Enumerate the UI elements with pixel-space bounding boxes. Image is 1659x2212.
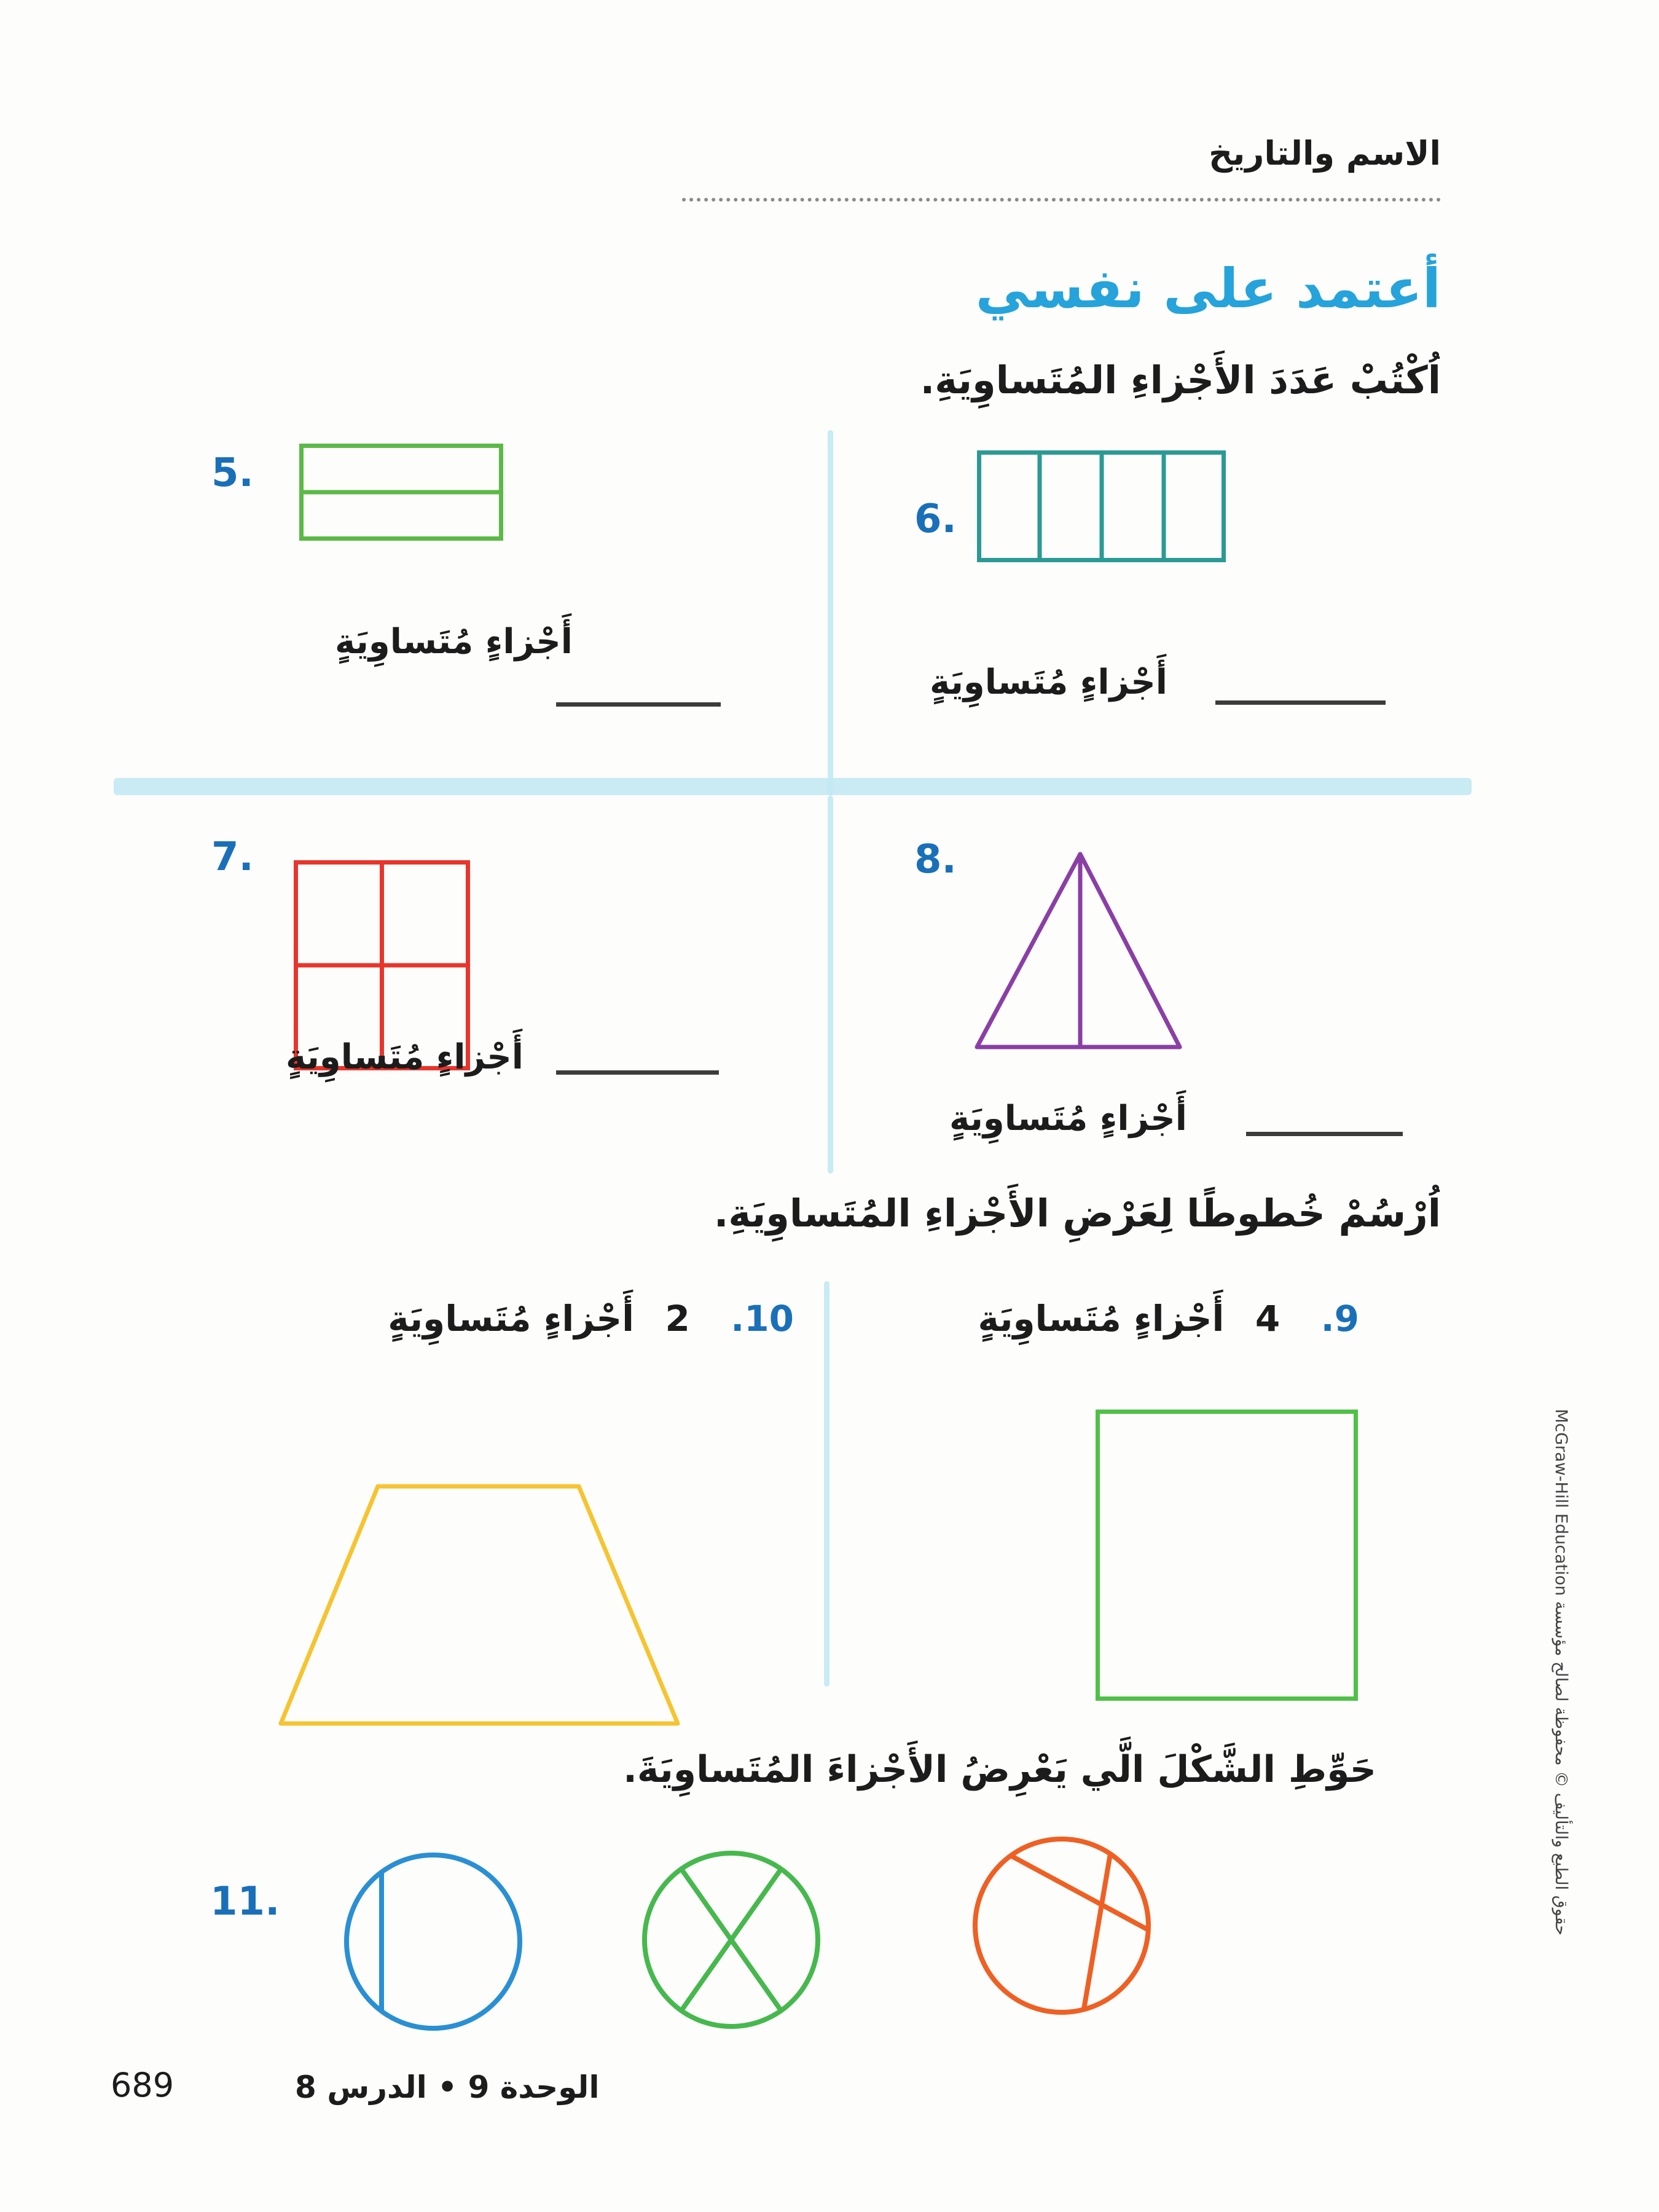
problem11-choice-circle-x-parts[interactable] — [639, 1848, 823, 2032]
problem9-parts-count: 4 — [1255, 1298, 1281, 1339]
divider-vertical-row3 — [824, 1281, 830, 1687]
problem6-number: 6. — [914, 496, 957, 542]
problem9-number: 9. — [1320, 1298, 1359, 1339]
divider-vertical-row2 — [828, 796, 833, 1174]
problem10-caption — [388, 1298, 794, 1339]
divider-vertical-row1 — [828, 430, 833, 796]
problem11-choice-circle-halves[interactable] — [341, 1849, 525, 2034]
problem8-shape-triangle-2-parts — [972, 849, 1185, 1052]
page-number: 689 — [111, 2066, 175, 2104]
problem9-equal-parts-label: أَجْزاءٍ مُتَساوِيَةٍ — [978, 1298, 1225, 1339]
problem5-number: 5. — [211, 450, 254, 496]
problem6-equal-parts-label: أَجْزاءٍ مُتَساوِيَةٍ — [929, 662, 1167, 702]
problem6-answer-line[interactable] — [1215, 700, 1386, 705]
instruction-write-count: اُكْتُبْ عَدَدَ الأَجْزاءِ المُتَساوِيَةِ. — [920, 358, 1441, 402]
page-title: أعتمد على نفسي — [975, 257, 1441, 320]
problem10-equal-parts-label: أَجْزاءٍ مُتَساوِيَةٍ — [388, 1298, 635, 1339]
problem9-shape-square-empty[interactable] — [1096, 1410, 1358, 1701]
problem8-equal-parts-label: أَجْزاءٍ مُتَساوِيَةٍ — [949, 1099, 1187, 1139]
divider-horizontal — [114, 778, 1472, 795]
problem8-answer-line[interactable] — [1246, 1132, 1403, 1136]
problem8-number: 8. — [914, 837, 957, 882]
instruction-circle-shape: حَوِّطِ الشَّكْلَ الَّي يَعْرِضُ الأَجْزاءَ المُتَساوِيَةَ. — [623, 1748, 1376, 1791]
copyright-sidebar: حقوق الطبع والتأليف © محفوظة لصالح مؤسسة McGraw-Hill Education — [1551, 1408, 1571, 1936]
problem5-equal-parts-label: أَجْزاءٍ مُتَساوِيَةٍ — [334, 622, 573, 662]
problem7-answer-line[interactable] — [556, 1070, 719, 1075]
problem10-number: 10. — [731, 1298, 794, 1339]
problem7-equal-parts-label: أَجْزاءٍ مُتَساوِيَةٍ — [285, 1037, 524, 1077]
problem10-shape-trapezoid-empty[interactable] — [276, 1482, 682, 1728]
instruction-draw-lines: اُرْسُمْ خُطوطًا لِعَرْضِ الأَجْزاءِ المُتَساوِيَةِ. — [713, 1191, 1441, 1236]
problem6-shape-rectangle-4-parts — [977, 450, 1226, 562]
problem10-parts-count: 2 — [665, 1298, 690, 1339]
problem11-choice-circle-unequal-chords[interactable] — [970, 1834, 1154, 2018]
problem9-caption — [978, 1298, 1359, 1339]
problem5-answer-line[interactable] — [556, 702, 721, 707]
problem7-number: 7. — [211, 834, 254, 880]
problem5-shape-rectangle-2-parts — [299, 444, 503, 541]
problem11-number: 11. — [210, 1879, 280, 1924]
name-date-write-line[interactable] — [682, 198, 1441, 202]
footer-lesson-reference: الوحدة 9 • الدرس 8 — [295, 2069, 600, 2105]
name-date-label: الاسم والتاريخ — [1209, 134, 1441, 173]
